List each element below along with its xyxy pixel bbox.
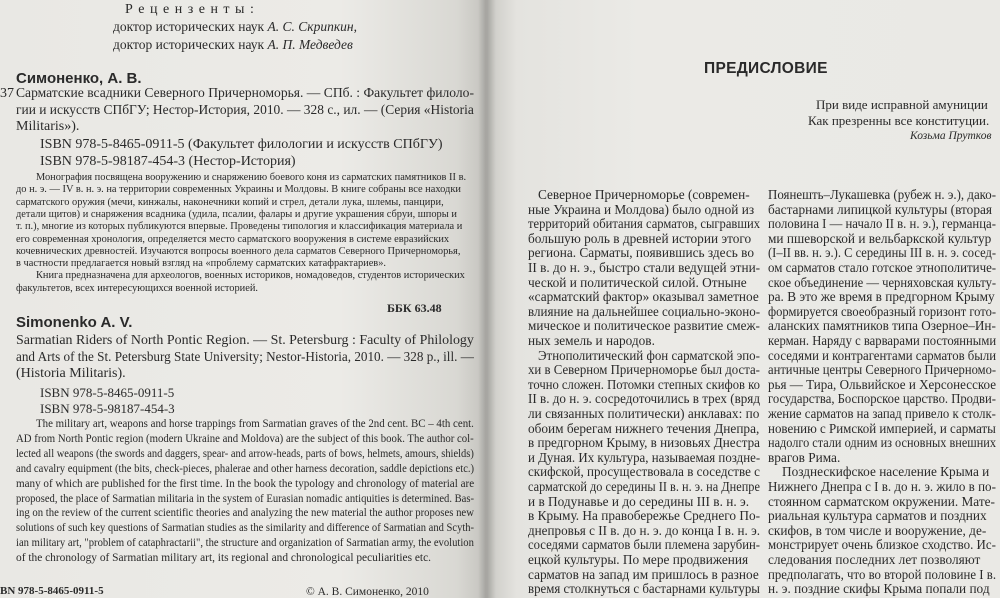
bib-line-en: and Arts of the St. Petersburg State University; Nestor-Historia, 2010. — 328 p., ill. — [16, 349, 474, 365]
annotation-line: в частности предлагается новый взгляд на «проблему сарматских катафрактариев». [16, 258, 387, 270]
reviewer-name: А. С. Скрипкин [267, 19, 354, 34]
annotation-line-en: and cavalry equipment (the bits, check-pieces, phalerae and other harness decoration, saddle depictions etc.) [16, 462, 475, 475]
isbn-line-en: ISBN 978-5-98187-454-3 [40, 400, 175, 416]
annotation-line: до н. э. — IV в. н. э. на территории современных Украины и Молдовы. В книге собраны все находки [16, 184, 461, 196]
body-line: ом сарматов стало готское этнополитиче- [768, 260, 997, 275]
body-line: предполагать, что во второй половине I в. [768, 566, 997, 582]
body-line: надолго стали одним из основных внешних [768, 435, 996, 451]
body-line: стоянном сарматском окружении. Мате- [768, 493, 995, 509]
body-line: монстрирует очень близкое сходство. Ис- [768, 537, 996, 553]
body-line: ческой и политической силой. Отныне [528, 274, 747, 290]
body-line: ецкой культуры. По мере продвижения [528, 552, 749, 567]
isbn-line-en: ISBN 978-5-8465-0911-5 [40, 385, 175, 400]
book-gutter [478, 0, 496, 598]
body-line: ли связанных политически) анклавах: по [528, 406, 760, 421]
reviewer-prefix: доктор исторических наук [113, 19, 268, 34]
body-line: аланских памятников типа Озерное–Ин- [768, 318, 996, 334]
annotation-line: сарматского оружия (мечи, кинжалы, наконечники копий и стрел, детали лука, шлемы, панцири, [16, 196, 444, 208]
annotation-line-en: solutions of such key questions of Sarmatian studies as the similarity and difference of Sarmatian and Scyth- [16, 522, 475, 535]
annotation-line-en: ing on the review of the current scientific theories and analyzing the new material the author proposes new [16, 507, 474, 520]
body-line: Этнополитический фон сарматской эпо- [538, 347, 760, 363]
body-line: скифской, просуществовала в соседстве с [528, 464, 760, 480]
isbn-line: ISBN 978-5-8465-0911-5 (Факультет филологии и искусств СПбГУ) [40, 137, 443, 152]
body-line: «сарматский фактор» оказывал заметное [528, 289, 759, 305]
body-line: ных земель и народов. [528, 333, 655, 348]
footer-isbn: BN 978-5-8465-0911-5 [0, 585, 104, 597]
body-line: и Дуная. Их культура, называемая поздне- [528, 449, 761, 465]
reviewer-prefix: доктор исторических наук [113, 37, 268, 52]
reviewers-heading: Р е ц е н з е н т ы : [125, 2, 255, 17]
body-line: ми пшеворской и вельбаркской культур [768, 230, 992, 246]
body-line: жение сарматов на запад привело к столк- [768, 406, 996, 421]
body-line: II в. до н. э., быстро стали ведущей этни- [528, 260, 761, 275]
body-line: керман. Наряду с варварами постоянными [768, 333, 997, 348]
isbn-line: ISBN 978-5-98187-454-3 (Нестор-История) [40, 153, 296, 169]
body-line: ское объединение — черняховская культу- [768, 274, 997, 290]
annotation-line: Монография посвящена вооружению и снаряжению боевого коня из сарматских памятников II в. [36, 172, 467, 183]
annotation-line-en: lected all weapons (the swords and daggers, spear- and arrow-heads, parts of bows, helmets, amours, shields) [16, 447, 474, 460]
reviewer-line [113, 37, 353, 53]
body-line: (I–II вв. н. э.). С середины III в. н. э. сосед- [768, 245, 997, 261]
body-line: сарматской до середины II в. н. э. на Днепре [528, 479, 760, 494]
body-line: II в. до н. э. сосредоточились в трех (вряд [528, 391, 761, 407]
bib-line: Сарматские всадники Северного Причерноморья. — СПб. : Факультет филоло- [16, 86, 474, 101]
body-line: бастарнами липицкой культуры (вторая [768, 201, 992, 217]
body-line: обоим берегам нижнего течения Днепра, [528, 420, 760, 436]
preface-heading: ПРЕДИСЛОВИЕ [704, 60, 828, 77]
body-line: время столкнуться с бастарнами культуры [528, 581, 760, 597]
annotation-line-en: of the chronology of Sarmatian military art, its regional and chronological peculiarities etc. [16, 552, 431, 565]
body-line: в Крыму. На правобережье Среднего По- [528, 508, 761, 524]
body-line: новению с Римской империей, и сарматы [768, 420, 996, 436]
body-line: и в Подунавье и до середины III в. н. э. [528, 493, 750, 509]
bib-line-en: Sarmatian Riders of North Pontic Region. — St. Petersburg : Faculty of Philology [16, 333, 474, 348]
author-name: Симоненко, А. В. [16, 70, 142, 87]
annotation-line-en: ian military art, "problem of cataphractarii", the structure and organization of Sarmatian army, the evolution [16, 537, 474, 550]
annotation-line: кочевнических древностей. Изучаются вопросы военного дела сарматов Северного Причерноморья, [16, 245, 461, 257]
annotation-line-en: proposed, the place of Sarmatian militaria in the system of Eurasian nomadic antiquities is determined. Bas- [16, 492, 475, 505]
body-line: античные центры Северного Причерномо- [768, 362, 997, 378]
annotation-line: детали щитов) и снаряжения всадника (удила, псалии, фалары и другие украшения сбруи, шпоры и [16, 208, 457, 220]
body-line: мическое и политическое развитие смеж- [528, 318, 760, 334]
bib-line-en: (Historia Militaris). [16, 366, 126, 381]
body-line: врагов Рима. [768, 449, 841, 465]
annotation-line: Книга предназначена для археологов, военных историков, номадоведов, студентов исторических [36, 270, 465, 282]
copyright: © А. В. Симоненко, 2010 [306, 586, 429, 598]
body-line: территорий обитания сарматов, сыгравших [528, 216, 761, 232]
body-line: Позднескифское население Крыма и [782, 464, 990, 480]
epigraph-author: Козьма Прутков [910, 130, 992, 142]
body-line: Поянешть–Лукашевка (рубеж н. э.), дако- [768, 187, 997, 202]
body-line: соседями сарматов были племена зарубин- [528, 537, 761, 553]
body-line: государства, Боспорское царство. Продви- [768, 391, 996, 407]
body-line: хи в Северном Причерноморье был доста- [528, 362, 760, 378]
body-line: днепровья с II в. до н. э. до конца I в. н. э. [528, 522, 760, 538]
reviewer-line [113, 19, 357, 35]
body-line: скифов, в том числе и вооружение, де- [768, 522, 987, 538]
annotation-line: его современная хронология, определяется место сарматского вооружения в системе евразийских [16, 233, 450, 245]
annotation-line: факультетов, всех интересующихся военной историей. [16, 282, 258, 294]
body-line: соседями и контрагентами сарматов были [768, 347, 997, 363]
annotation-line-en: many of which are published for the first time. In the book the typology and chronology of material are [16, 477, 475, 490]
body-line: точно сложен. Потомки степных скифов ко [528, 376, 760, 392]
body-line: в предгорном Крыму, в низовьях Днестра [528, 435, 761, 451]
body-line: н. э. поздние скифы Крыма попали под [768, 581, 990, 597]
body-line: половина I — начало II в. н. э.), германца- [768, 216, 996, 232]
annotation-line-en: AD from North Pontic region (modern Ukraine and Moldova) are the subject of this book. The author col- [16, 432, 474, 445]
body-line: Северное Причерноморье (современ- [538, 187, 750, 202]
body-line: большую роль в древней истории этого [528, 230, 752, 246]
body-line: риальная культура сарматов и поздних [768, 508, 987, 524]
body-line: рья — Тира, Ольвийское и Херсонесское [768, 376, 997, 392]
bib-line: гии и искусств СПбГУ; Нестор-История, 2010. — 328 с., ил. — (Серия «Historia [16, 102, 474, 118]
body-line: региона. Сарматы, появившись здесь во [528, 245, 755, 261]
body-line: формируется своеобразный горизонт гото- [768, 303, 997, 319]
body-line: следования последних лет позволяют [768, 552, 981, 567]
body-line: влияние на дальнейшее социально-эконо- [528, 303, 761, 319]
bib-line: Militaris»). [16, 119, 80, 134]
body-line: Нижнего Днепра с I в. до н. э. жило в по- [768, 479, 996, 494]
epigraph-line: При виде исправной амуниции [816, 97, 988, 112]
body-line: ные Украина и Молдова) было одной из [528, 201, 755, 217]
reviewer-suffix: , [353, 19, 357, 34]
body-line: ра. В это же время в предгорном Крыму [768, 289, 995, 305]
epigraph-line: Как презренны все конституции. [808, 113, 990, 128]
reviewer-name: А. П. Медведев [267, 37, 353, 52]
annotation-line: т. п.), многие из которых публикуются впервые. Проведены типология и классификация материала и [16, 221, 463, 233]
annotation-line-en: The military art, weapons and horse trappings from Sarmatian graves of the 2nd cent. BC – 4th cent. [36, 418, 474, 430]
bbk-code: ББК 63.48 [387, 301, 442, 315]
author-name-en: Simonenko A. V. [16, 314, 133, 331]
body-line: сарматов на запад им пришлось в разное [528, 566, 759, 582]
udc-fragment: 37 [0, 86, 14, 101]
